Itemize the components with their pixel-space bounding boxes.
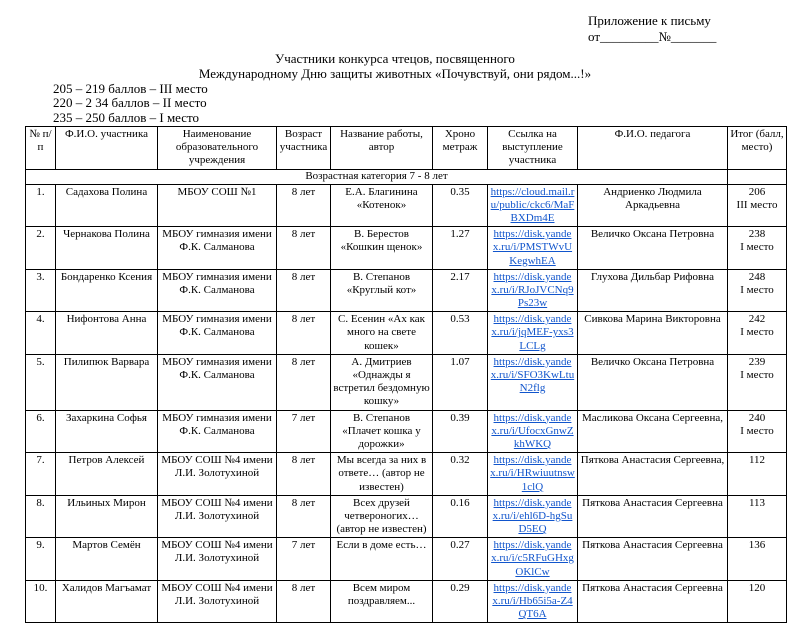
result-place: III место bbox=[736, 198, 778, 211]
age-category-label: Возрастная категория 7 - 8 лет bbox=[26, 169, 728, 184]
work-title: А. Дмитриев «Однажды я встретил бездомную кошку» bbox=[331, 354, 433, 410]
duration-value: 0.35 bbox=[433, 184, 488, 227]
result-score: 242 bbox=[748, 313, 766, 326]
teacher-name: Андриенко Людмила Аркадьевна bbox=[578, 184, 728, 227]
teacher-name: Величко Оксана Петровна bbox=[578, 227, 728, 270]
table-row bbox=[26, 269, 787, 312]
school-name: МБОУ СОШ №1 bbox=[158, 184, 277, 227]
result-place: I место bbox=[740, 283, 774, 296]
performance-link[interactable]: https://disk.yandex.ru/i/UfocxGnwZkhWKQ bbox=[491, 411, 574, 450]
result-place: I место bbox=[740, 326, 774, 339]
result-score: 120 bbox=[748, 581, 766, 594]
result-cell bbox=[728, 269, 787, 312]
school-name: МБОУ гимназия имени Ф.К. Салманова bbox=[158, 354, 277, 410]
document-title bbox=[0, 52, 790, 82]
header-participant-name: Ф.И.О. участника bbox=[56, 127, 158, 170]
performance-link[interactable]: https://disk.yandex.ru/i/SFO3KwLtuN2flg bbox=[490, 355, 575, 395]
duration-value: 0.27 bbox=[433, 538, 488, 581]
age-category-empty-cell bbox=[728, 169, 787, 184]
table-body bbox=[26, 169, 787, 623]
duration-value: 0.39 bbox=[433, 410, 488, 453]
table-row bbox=[26, 495, 787, 538]
annotation-line2: от_________№_______ bbox=[588, 29, 717, 45]
row-number: 9. bbox=[26, 538, 56, 581]
duration-value: 2.17 bbox=[433, 269, 488, 312]
table-row bbox=[26, 354, 787, 410]
result-cell bbox=[728, 410, 787, 453]
row-number: 5. bbox=[26, 354, 56, 410]
link-cell bbox=[488, 184, 578, 227]
result-place: I место bbox=[740, 369, 774, 381]
result-score: 136 bbox=[748, 539, 766, 552]
scoring-legend bbox=[53, 82, 208, 125]
participant-age: 8 лет bbox=[277, 312, 331, 355]
annotation-line1: Приложение к письму bbox=[588, 13, 711, 28]
header-school: Наименование образовательного учреждения bbox=[158, 127, 277, 170]
participant-name: Петров Алексей bbox=[56, 453, 158, 496]
legend-line-3rd-place: 205 – 219 баллов – III место bbox=[53, 81, 208, 96]
header-duration: Хроно метраж bbox=[433, 127, 488, 170]
result-cell bbox=[728, 184, 787, 227]
link-cell bbox=[488, 354, 578, 410]
participant-age: 8 лет bbox=[277, 227, 331, 270]
link-cell bbox=[488, 453, 578, 496]
school-name: МБОУ гимназия имени Ф.К. Салманова bbox=[158, 410, 277, 453]
duration-value: 0.16 bbox=[433, 495, 488, 538]
link-cell bbox=[488, 227, 578, 270]
participant-age: 7 лет bbox=[277, 538, 331, 581]
teacher-name: Пяткова Анастасия Сергеевна bbox=[578, 538, 728, 581]
teacher-name: Сивкова Марина Викторовна bbox=[578, 312, 728, 355]
result-cell bbox=[728, 312, 787, 355]
participant-age: 8 лет bbox=[277, 580, 331, 623]
participant-name: Халидов Магъамат bbox=[56, 580, 158, 623]
link-cell bbox=[488, 410, 578, 453]
participant-age: 8 лет bbox=[277, 495, 331, 538]
header-result: Итог (балл, место) bbox=[728, 127, 787, 170]
link-cell bbox=[488, 538, 578, 581]
legend-line-1st-place: 235 – 250 баллов – I место bbox=[53, 109, 200, 125]
duration-value: 1.07 bbox=[433, 354, 488, 410]
result-score: 113 bbox=[748, 496, 766, 509]
row-number: 8. bbox=[26, 495, 56, 538]
table-row bbox=[26, 410, 787, 453]
school-name: МБОУ гимназия имени Ф.К. Салманова bbox=[158, 227, 277, 270]
result-place: I место bbox=[740, 241, 774, 254]
result-cell bbox=[728, 354, 787, 410]
teacher-name: Пяткова Анастасия Сергеевна, bbox=[578, 453, 728, 496]
work-title: Если в доме есть… bbox=[331, 538, 433, 581]
participant-age: 8 лет bbox=[277, 354, 331, 410]
row-number: 4. bbox=[26, 312, 56, 355]
performance-link[interactable]: https://cloud.mail.ru/public/ckc6/MaFBXDm4E bbox=[490, 185, 575, 224]
participant-name: Мартов Семён bbox=[56, 538, 158, 581]
participant-age: 7 лет bbox=[277, 410, 331, 453]
performance-link[interactable]: https://disk.yandex.ru/i/HRwiuutnsw1clQ bbox=[490, 454, 575, 493]
link-cell bbox=[488, 269, 578, 312]
table-header-row bbox=[26, 127, 787, 170]
link-cell bbox=[488, 580, 578, 623]
table-row bbox=[26, 184, 787, 227]
school-name: МБОУ гимназия имени Ф.К. Салманова bbox=[158, 312, 277, 355]
performance-link[interactable]: https://disk.yandex.ru/i/c5RFuGHxgOKlCw bbox=[491, 539, 574, 578]
school-name: МБОУ СОШ №4 имени Л.И. Золотухиной bbox=[158, 580, 277, 623]
work-title: Всем миром поздравляем... bbox=[331, 580, 433, 623]
result-cell bbox=[728, 538, 787, 581]
link-cell bbox=[488, 495, 578, 538]
result-score: 239 bbox=[748, 355, 766, 368]
school-name: МБОУ СОШ №4 имени Л.И. Золотухиной bbox=[158, 453, 277, 496]
table-row bbox=[26, 580, 787, 623]
school-name: МБОУ гимназия имени Ф.К. Салманова bbox=[158, 269, 277, 312]
participants-table bbox=[25, 126, 787, 623]
table-row bbox=[26, 312, 787, 355]
participant-age: 8 лет bbox=[277, 184, 331, 227]
header-num: № п/п bbox=[26, 127, 56, 170]
result-cell bbox=[728, 495, 787, 538]
table-row bbox=[26, 538, 787, 581]
work-title: В. Берестов «Кошкин щенок» bbox=[331, 227, 433, 270]
result-score: 112 bbox=[748, 454, 766, 467]
table-row bbox=[26, 453, 787, 496]
header-link: Ссылка на выступление участника bbox=[488, 127, 578, 170]
teacher-name: Глухова Дильбар Рифовна bbox=[578, 269, 728, 312]
performance-link[interactable]: https://disk.yandex.ru/i/PMSTWvUKegwhEA bbox=[492, 228, 573, 267]
school-name: МБОУ СОШ №4 имени Л.И. Золотухиной bbox=[158, 538, 277, 581]
school-name: МБОУ СОШ №4 имени Л.И. Золотухиной bbox=[158, 495, 277, 538]
participant-age: 8 лет bbox=[277, 453, 331, 496]
participant-age: 8 лет bbox=[277, 269, 331, 312]
row-number: 2. bbox=[26, 227, 56, 270]
title-line2: Международному Дню защиты животных «Почувствуй, они рядом...!» bbox=[198, 65, 592, 81]
teacher-name: Масликова Оксана Сергеевна, bbox=[578, 410, 728, 453]
result-cell bbox=[728, 227, 787, 270]
result-cell bbox=[728, 580, 787, 623]
row-number: 7. bbox=[26, 453, 56, 496]
age-category-row bbox=[26, 169, 787, 184]
header-work: Название работы, автор bbox=[331, 127, 433, 170]
participant-name: Бондаренко Ксения bbox=[56, 269, 158, 312]
header-age: Возраст участника bbox=[277, 127, 331, 170]
result-score: 238 bbox=[748, 228, 766, 241]
result-score: 206 bbox=[748, 185, 766, 198]
header-teacher: Ф.И.О. педагога bbox=[578, 127, 728, 170]
row-number: 10. bbox=[26, 580, 56, 623]
participant-name: Захаркина Софья bbox=[56, 410, 158, 453]
work-title: В. Степанов «Круглый кот» bbox=[331, 269, 433, 312]
result-score: 248 bbox=[748, 270, 766, 283]
work-title: Мы всегда за них в ответе… (автор не известен) bbox=[331, 453, 433, 496]
work-title: Е.А. Благинина «Котенок» bbox=[331, 184, 433, 227]
performance-link[interactable]: https://disk.yandex.ru/i/Hb65i5a-Z4QT6A bbox=[492, 581, 573, 621]
duration-value: 0.29 bbox=[433, 580, 488, 623]
teacher-name: Пяткова Анастасия Сергеевна bbox=[578, 580, 728, 623]
row-number: 3. bbox=[26, 269, 56, 312]
participant-name: Нифонтова Анна bbox=[56, 312, 158, 355]
table-row bbox=[26, 227, 787, 270]
teacher-name: Пяткова Анастасия Сергеевна bbox=[578, 495, 728, 538]
title-line1: Участники конкурса чтецов, посвященного bbox=[275, 51, 515, 66]
performance-link[interactable]: https://disk.yandex.ru/i/jqMEF-yxs3LCLg bbox=[491, 313, 574, 352]
participant-name: Чернакова Полина bbox=[56, 227, 158, 270]
result-place: I место bbox=[740, 424, 774, 437]
duration-value: 1.27 bbox=[433, 227, 488, 270]
legend-line-2nd-place: 220 – 2 34 баллов – II место bbox=[53, 95, 207, 111]
result-cell bbox=[728, 453, 787, 496]
link-cell bbox=[488, 312, 578, 355]
teacher-name: Величко Оксана Петровна bbox=[578, 354, 728, 410]
duration-value: 0.53 bbox=[433, 312, 488, 355]
work-title: С. Есенин «Ах как много на свете кошек» bbox=[331, 312, 433, 355]
work-title: Всех друзей четвероногих… (автор не известен) bbox=[331, 495, 433, 538]
row-number: 1. bbox=[26, 184, 56, 227]
performance-link[interactable]: https://disk.yandex.ru/i/ehl6D-hgSuD5EQ bbox=[492, 496, 573, 536]
result-score: 240 bbox=[748, 411, 766, 424]
letter-annotation bbox=[588, 13, 716, 46]
participant-name: Пилипюк Варвара bbox=[56, 354, 158, 410]
row-number: 6. bbox=[26, 410, 56, 453]
performance-link[interactable]: https://disk.yandex.ru/i/RJoJVCNq9Ps23w bbox=[491, 270, 574, 310]
work-title: В. Степанов «Плачет кошка у дорожки» bbox=[331, 410, 433, 453]
participant-name: Ильиных Мирон bbox=[56, 495, 158, 538]
participant-name: Садахова Полина bbox=[56, 184, 158, 227]
duration-value: 0.32 bbox=[433, 453, 488, 496]
